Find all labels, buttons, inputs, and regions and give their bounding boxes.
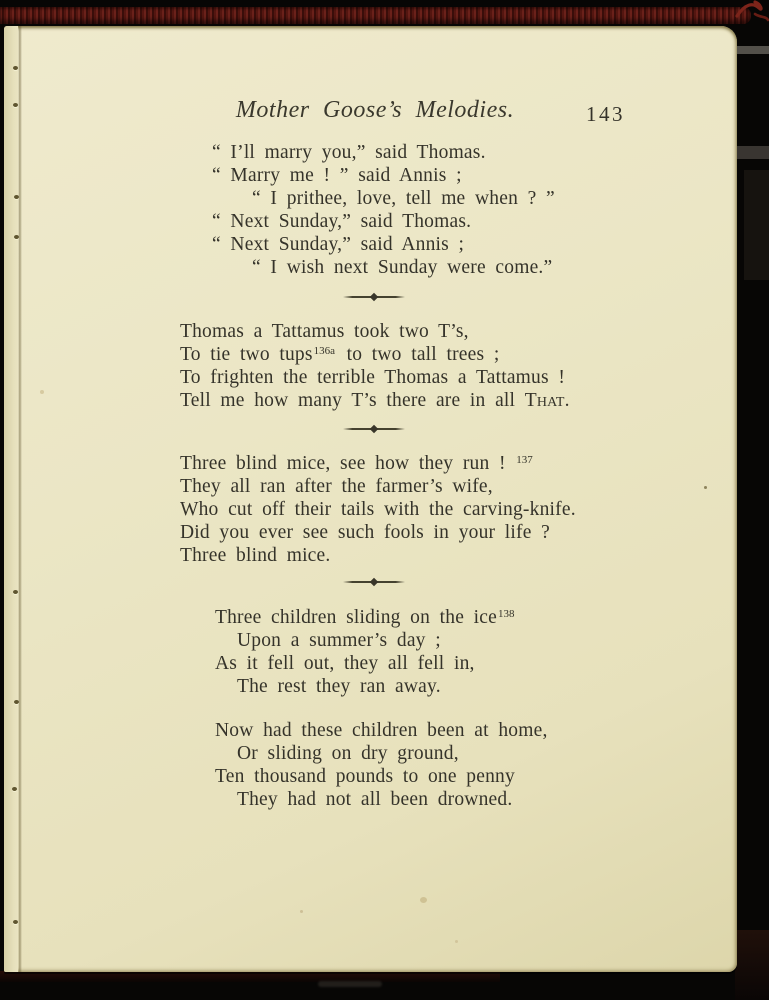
verse-text: “ Next Sunday,” said Thomas. <box>212 211 472 232</box>
verse-text: Or sliding on dry ground, <box>237 743 459 764</box>
verse-line <box>180 475 576 498</box>
running-head: Mother Goose’s Melodies. <box>235 97 515 123</box>
footnote-marker: 137 <box>516 454 533 466</box>
verse-line <box>237 742 548 765</box>
verse-text: Thomas a Tattamus took two T’s, <box>180 321 469 342</box>
verse <box>212 141 555 279</box>
verse-line <box>180 544 576 567</box>
verse-text: As it fell out, they all fell in, <box>215 653 475 674</box>
verse-line <box>212 164 555 187</box>
verse-line <box>237 788 548 811</box>
verse-text: Who cut off their tails with the carving-knife. <box>180 499 576 520</box>
verse-line <box>237 675 516 698</box>
verse-text: Upon a summer’s day ; <box>237 630 441 651</box>
verse-text: To tie two tups <box>180 344 313 365</box>
verse-line <box>180 343 570 366</box>
verse-line <box>252 256 555 279</box>
verse-text: To frighten the terrible Thomas a Tattamus ! <box>180 367 566 388</box>
verse-line <box>180 498 576 521</box>
verse-text: to two tall trees ; <box>337 344 500 365</box>
verse-line <box>237 629 516 652</box>
verse-line <box>180 452 576 475</box>
diamond-ornament-icon <box>370 293 378 301</box>
verse-line <box>180 366 570 389</box>
footnote-marker: 138 <box>497 608 515 620</box>
verse-line <box>180 521 576 544</box>
verse-text: “ I prithee, love, tell me when ? ” <box>252 188 555 209</box>
verse-text: “ I wish next Sunday were come.” <box>252 257 553 278</box>
section-divider <box>343 428 405 430</box>
verse-text: “ Marry me ! ” said Annis ; <box>212 165 462 186</box>
verse-text: Ten thousand pounds to one penny <box>215 766 515 787</box>
verse <box>180 452 576 567</box>
section-divider <box>343 296 405 298</box>
verse <box>215 719 548 811</box>
diamond-ornament-icon <box>370 425 378 433</box>
verse-text: Tell me how many T’s there are in all <box>180 390 525 411</box>
page-number: 143 <box>586 102 625 126</box>
verse-line <box>180 320 570 343</box>
verse-line <box>212 233 555 256</box>
footnote-marker: 136a <box>313 345 336 357</box>
verse-text: “ Next Sunday,” said Annis ; <box>212 234 465 255</box>
verse-text: Did you ever see such fools in your life ? <box>180 522 551 543</box>
diamond-ornament-icon <box>370 578 378 586</box>
verse-line <box>215 719 548 742</box>
verse-line <box>215 652 516 675</box>
verse-line <box>180 389 570 412</box>
verse-text: “ I’ll marry you,” said Thomas. <box>212 142 486 163</box>
verse-text: Three blind mice. <box>180 545 331 566</box>
verse-text: Three children sliding on the ice <box>215 607 497 628</box>
verse-line <box>215 606 516 629</box>
verse-line <box>212 210 555 233</box>
verse-line <box>252 187 555 210</box>
verse-text: They had not all been drowned. <box>237 789 513 810</box>
verse-text: That. <box>524 390 570 411</box>
verse-text: The rest they ran away. <box>237 676 441 697</box>
section-divider <box>343 581 405 583</box>
verse <box>215 606 516 698</box>
verse-line <box>215 765 548 788</box>
verse-text: Now had these children been at home, <box>215 720 548 741</box>
verse-line <box>212 141 555 164</box>
verse-text: They all ran after the farmer’s wife, <box>180 476 493 497</box>
verse <box>180 320 570 412</box>
verse-text: Three blind mice, see how they run ! <box>180 453 516 474</box>
